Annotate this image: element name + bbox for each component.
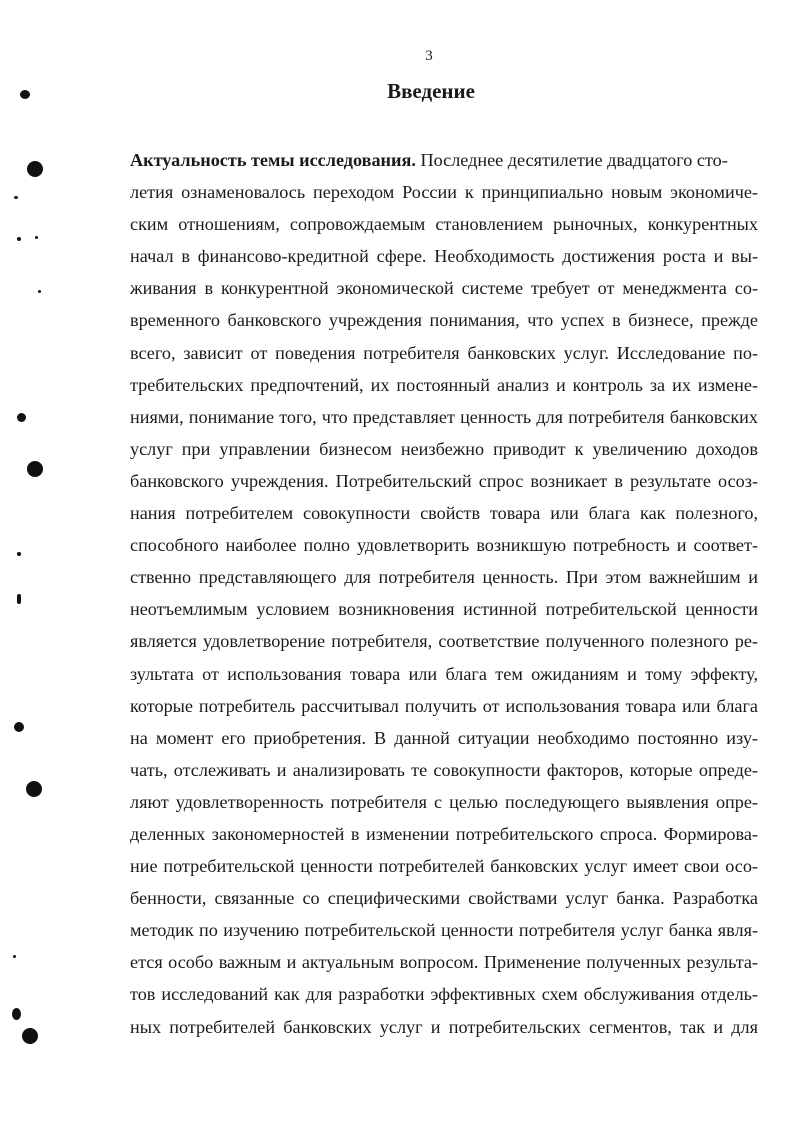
text-line: ственно представляющего для потребителя ценность. При этом важнейшим и	[130, 567, 758, 588]
text-line: летия ознаменовалось переходом России к принципиально новым экономиче-	[130, 182, 758, 203]
section-heading: Введение	[387, 79, 475, 103]
text-line: тов исследований как для разработки эффективных схем обслуживания отдель-	[130, 984, 758, 1005]
text-line: временного банковского учреждения понимания, что успех в бизнесе, прежде	[130, 310, 758, 331]
text-line: деленных закономерностей в изменении потребительского спроса. Формирова-	[130, 823, 758, 844]
scan-speck	[17, 594, 21, 604]
scan-speck	[14, 196, 18, 199]
text-line: ниями, понимание того, что представляет ценность для потребителя банковских	[130, 406, 758, 427]
text-line: ляют удовлетворенность потребителя с целью последующего выявления опре-	[130, 791, 758, 812]
scan-speck	[38, 290, 41, 293]
page-number: 3	[425, 48, 433, 64]
binding-hole-mark	[26, 781, 42, 797]
binding-hole-mark	[27, 461, 43, 477]
text-line: ским отношениям, сопровождаемым становлением рыночных, конкурентных	[130, 214, 758, 235]
text-line: услуг при управлении бизнесом неизбежно приводит к увеличению доходов	[130, 438, 758, 459]
text-line: бенности, связанные со специфическими свойствами услуг банка. Разработка	[130, 888, 758, 909]
text-line: живания в конкурентной экономической системе требует от менеджмента со-	[130, 278, 758, 299]
scan-speck	[20, 90, 30, 99]
body-paragraph	[130, 144, 758, 1043]
scan-speck	[17, 552, 21, 556]
binding-hole-mark	[22, 1028, 38, 1044]
scan-speck	[17, 413, 26, 422]
lead-bold-phrase: Актуальность темы исследования.	[130, 150, 416, 170]
text-line: является удовлетворение потребителя, соответствие полученного полезного ре-	[130, 631, 758, 652]
text-line: неотъемлимым условием возникновения истинной потребительской ценности	[130, 599, 758, 620]
text-line: которые потребитель рассчитывал получить от использования товара или блага	[130, 695, 758, 716]
text-line-1	[130, 144, 758, 176]
scan-speck	[14, 722, 24, 732]
scan-speck	[17, 237, 21, 241]
text-line: зультата от использования товара или блага тем ожиданиям и тому эффекту,	[130, 663, 758, 684]
text-line: нания потребителем совокупности свойств товара или блага как полезного,	[130, 503, 758, 524]
text-line: банковского учреждения. Потребительский спрос возникает в результате осоз-	[130, 470, 758, 491]
text-line: ется особо важным и актуальным вопросом. Применение полученных результа-	[130, 952, 758, 973]
text-line: чать, отслеживать и анализировать те совокупности факторов, которые опреде-	[130, 759, 758, 780]
scan-speck	[13, 955, 16, 958]
text-line: начал в финансово-кредитной сфере. Необходимость достижения роста и вы-	[130, 246, 758, 267]
text-line: способного наиболее полно удовлетворить возникшую потребность и соответ-	[130, 535, 758, 556]
text-line: ние потребительской ценности потребителей банковских услуг имеет свои осо-	[130, 856, 758, 877]
text-line: на момент его приобретения. В данной ситуации необходимо постоянно изу-	[130, 727, 758, 748]
text-line-1-rest: Последнее десятилетие двадцатого сто-	[415, 150, 728, 170]
text-line: всего, зависит от поведения потребителя банковских услуг. Исследование по-	[130, 342, 758, 363]
scan-speck	[35, 236, 38, 239]
binding-hole-mark	[27, 161, 43, 177]
text-line: методик по изучению потребительской ценности потребителя услуг банка явля-	[130, 920, 758, 941]
text-line: ных потребителей банковских услуг и потребительских сегментов, так и для	[130, 1016, 758, 1037]
scan-speck	[12, 1008, 21, 1020]
text-line: требительских предпочтений, их постоянный анализ и контроль за их измене-	[130, 374, 758, 395]
